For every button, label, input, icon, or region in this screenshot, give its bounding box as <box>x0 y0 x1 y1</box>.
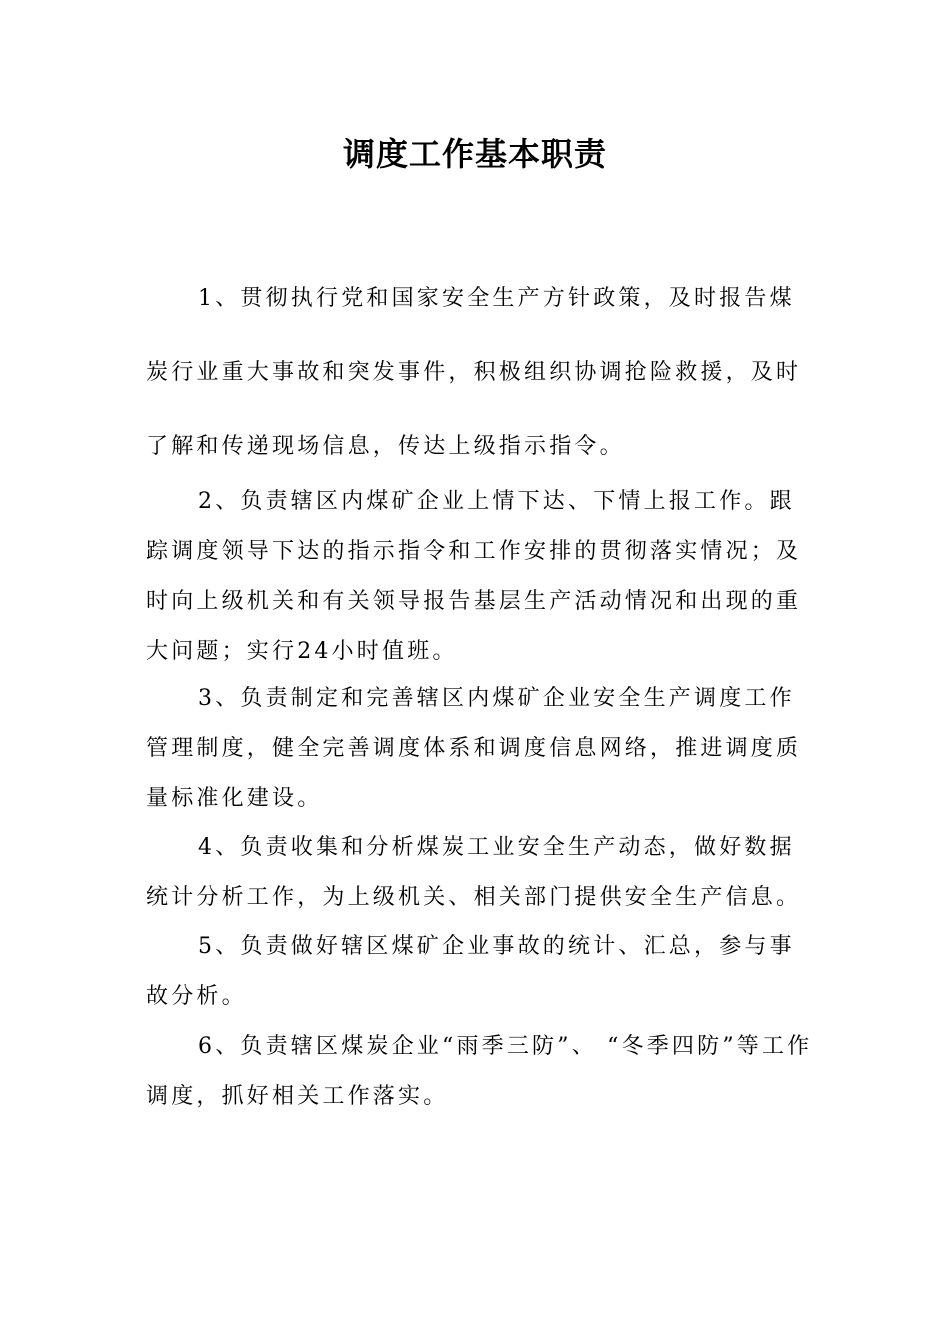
duty-paragraph-4: 4、负责收集和分析煤炭工业安全生产动态，做好数据统计分析工作，为上级机关、相关部门提供安全生产信息。 <box>146 835 802 910</box>
duty-paragraph-6: 6、负责辖区煤炭企业“雨季三防”、 “冬季四防”等工作调度，抓好相关工作落实。 <box>146 1034 813 1109</box>
duty-paragraph-1: 1、贯彻执行党和国家安全生产方针政策，及时报告煤炭行业重大事故和突发事件，积极组织协调抢险救援，及时了解和传递现场信息，传达上级指示指令。 <box>146 286 802 459</box>
duty-paragraph-3: 3、负责制定和完善辖区内煤矿企业安全生产调度工作管理制度，健全完善调度体系和调度信息网络，推进调度质量标准化建设。 <box>146 686 802 811</box>
duty-paragraph-2: 2、负责辖区内煤矿企业上情下达、下情上报工作。跟踪调度领导下达的指示指令和工作安排的贯彻落实情况；及时向上级机关和有关领导报告基层生产活动情况和出现的重大问题；实行24小时值班。 <box>146 489 802 664</box>
page-title: 调度工作基本职责 <box>342 135 607 173</box>
duty-paragraph-5: 5、负责做好辖区煤矿企业事故的统计、汇总，参与事故分析。 <box>146 934 795 1009</box>
